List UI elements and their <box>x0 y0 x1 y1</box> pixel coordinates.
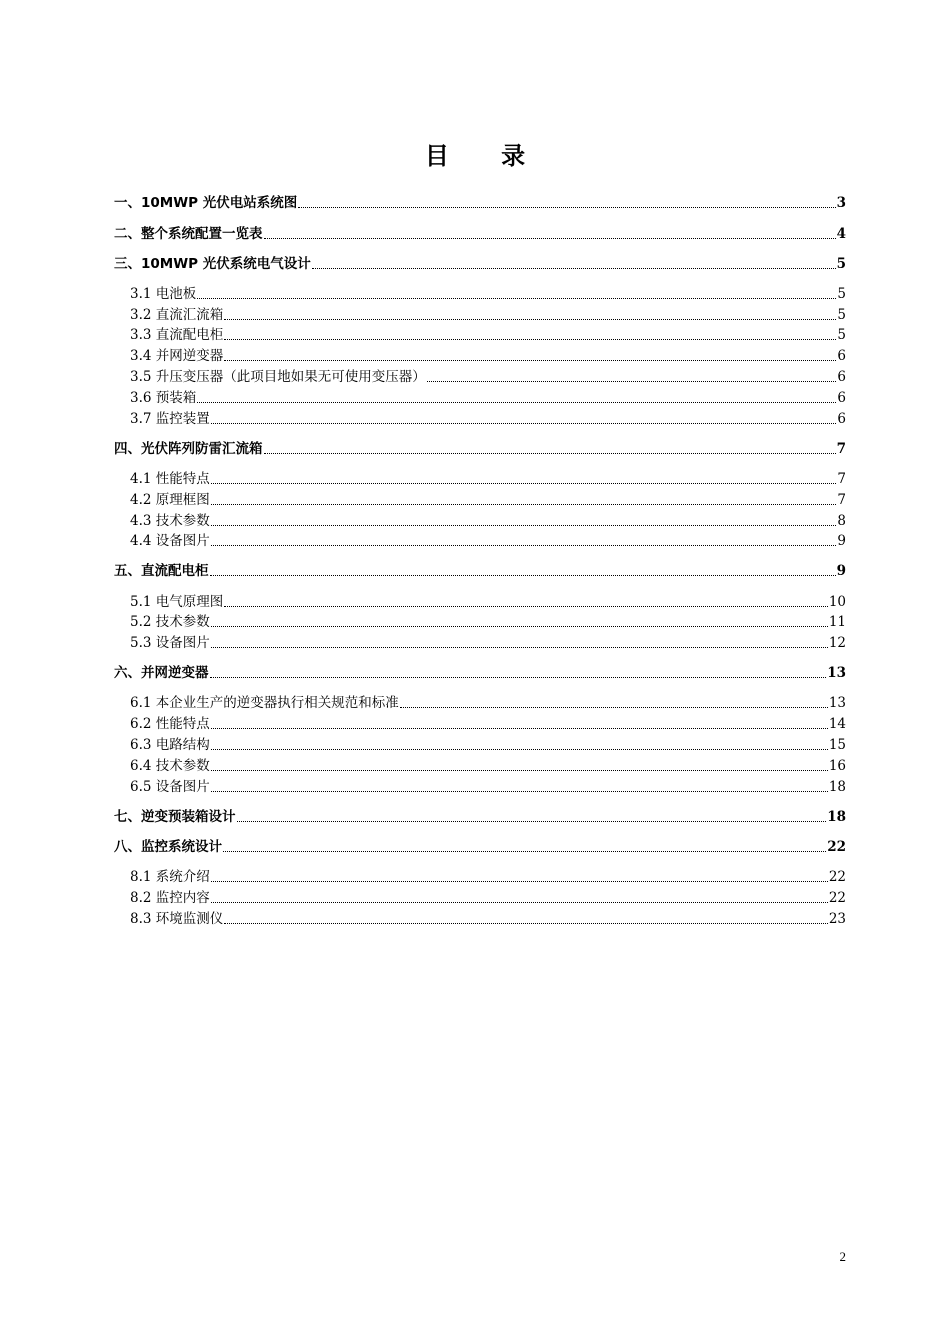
toc-entry-page: 18 <box>828 779 846 795</box>
dot-leader <box>224 318 836 320</box>
toc-section-entry[interactable] <box>130 347 846 365</box>
toc-section-entry[interactable] <box>130 634 846 652</box>
toc-entry-label: 3.1 电池板 <box>130 286 197 302</box>
dot-leader <box>427 380 837 382</box>
dot-leader <box>211 503 837 505</box>
toc-section-entry[interactable] <box>130 889 846 907</box>
dot-leader <box>210 574 836 576</box>
toc-entry-label: 3.5 升压变压器（此项目地如果无可使用变压器） <box>130 369 426 385</box>
toc-entry-label: 8.1 系统介绍 <box>130 869 210 885</box>
toc-section-entry[interactable] <box>130 715 846 733</box>
toc-chapter-entry[interactable] <box>114 808 846 826</box>
dot-leader <box>211 790 828 792</box>
toc-entry-page: 8 <box>837 513 846 529</box>
toc-entry-page: 14 <box>828 716 846 732</box>
toc-entry-page: 7 <box>836 441 846 457</box>
dot-leader <box>237 820 827 822</box>
toc-entry-page: 18 <box>827 809 846 825</box>
toc-entry-label: 8.2 监控内容 <box>130 890 210 906</box>
toc-entry-page: 22 <box>827 839 846 855</box>
toc-entry-page: 6 <box>837 348 846 364</box>
toc-entry-label: 6.4 技术参数 <box>130 758 210 774</box>
dot-leader <box>224 922 828 924</box>
dot-leader <box>211 524 837 526</box>
toc-entry-label: 4.1 性能特点 <box>130 471 210 487</box>
toc-section-entry[interactable] <box>130 512 846 530</box>
dot-leader <box>211 880 828 882</box>
toc-entry-label: 4.3 技术参数 <box>130 513 210 529</box>
dot-leader <box>224 359 836 361</box>
dot-leader <box>298 206 835 208</box>
toc-entry-label: 5.3 设备图片 <box>130 635 210 651</box>
toc-entry-label: 3.4 并网逆变器 <box>130 348 224 364</box>
toc-chapter-entry[interactable] <box>114 194 846 212</box>
toc-entry-label: 5.2 技术参数 <box>130 614 210 630</box>
toc-entry-label: 6.3 电路结构 <box>130 737 210 753</box>
toc-entry-page: 13 <box>827 665 846 681</box>
toc-entry-label: 3.3 直流配电柜 <box>130 327 224 343</box>
toc-entry-page: 5 <box>837 286 846 302</box>
dot-leader <box>211 901 828 903</box>
toc-entry-page: 6 <box>837 369 846 385</box>
toc-entry-page: 10 <box>828 594 846 610</box>
toc-section-entry[interactable] <box>130 491 846 509</box>
toc-entry-page: 5 <box>836 256 846 272</box>
toc-section-entry[interactable] <box>130 470 846 488</box>
toc-entry-page: 16 <box>828 758 846 774</box>
toc-entry-page: 5 <box>837 327 846 343</box>
toc-chapter-entry[interactable] <box>114 664 846 682</box>
dot-leader <box>211 544 837 546</box>
toc-title: 目 录 <box>424 142 548 170</box>
toc-section-entry[interactable] <box>130 694 846 712</box>
toc-entry-label: 七、逆变预装箱设计 <box>114 809 236 825</box>
dot-leader <box>211 625 828 627</box>
toc-section-entry[interactable] <box>130 532 846 550</box>
toc-entry-page: 12 <box>828 635 846 651</box>
toc-entry-page: 9 <box>837 533 846 549</box>
toc-entry-page: 23 <box>828 911 846 927</box>
page-number: 2 <box>839 1249 846 1264</box>
dot-leader <box>211 748 828 750</box>
dot-leader <box>211 482 837 484</box>
dot-leader <box>264 452 836 454</box>
toc-entry-page: 22 <box>828 869 846 885</box>
toc-chapter-entry[interactable] <box>114 562 846 580</box>
toc-entry-label: 6.5 设备图片 <box>130 779 210 795</box>
dot-leader <box>264 237 836 239</box>
toc-entry-page: 13 <box>828 695 846 711</box>
toc-section-entry[interactable] <box>130 285 846 303</box>
toc-entry-page: 11 <box>828 614 846 630</box>
toc-section-entry[interactable] <box>130 593 846 611</box>
toc-entry-label: 4.2 原理框图 <box>130 492 210 508</box>
toc-chapter-entry[interactable] <box>114 838 846 856</box>
toc-section-entry[interactable] <box>130 868 846 886</box>
toc-entry-label: 五、直流配电柜 <box>114 563 209 579</box>
dot-leader <box>197 401 836 403</box>
dot-leader <box>223 850 826 852</box>
toc-entry-label: 一、10MWP 光伏电站系统图 <box>114 195 298 211</box>
toc-section-entry[interactable] <box>130 757 846 775</box>
dot-leader <box>400 706 828 708</box>
toc-entry-page: 7 <box>837 471 846 487</box>
toc-section-entry[interactable] <box>130 306 846 324</box>
toc-entry-page: 6 <box>837 411 846 427</box>
toc-section-entry[interactable] <box>130 778 846 796</box>
toc-entry-label: 四、光伏阵列防雷汇流箱 <box>114 441 263 457</box>
toc-entry-page: 22 <box>828 890 846 906</box>
toc-entry-page: 6 <box>837 390 846 406</box>
toc-entry-label: 6.2 性能特点 <box>130 716 210 732</box>
dot-leader <box>211 727 828 729</box>
toc-entry-page: 9 <box>836 563 846 579</box>
toc-chapter-entry[interactable] <box>114 440 846 458</box>
dot-leader <box>312 267 836 269</box>
toc-entry-page: 15 <box>828 737 846 753</box>
toc-entry-page: 7 <box>837 492 846 508</box>
dot-leader <box>211 769 828 771</box>
toc-section-entry[interactable] <box>130 389 846 407</box>
toc-entry-label: 3.6 预装箱 <box>130 390 197 406</box>
dot-leader <box>211 646 828 648</box>
toc-entry-label: 5.1 电气原理图 <box>130 594 224 610</box>
dot-leader <box>224 338 836 340</box>
dot-leader <box>211 422 837 424</box>
dot-leader <box>224 605 828 607</box>
toc-chapter-entry[interactable] <box>114 225 846 243</box>
toc-section-entry[interactable] <box>130 326 846 344</box>
toc-entry-label: 六、并网逆变器 <box>114 665 209 681</box>
toc-entry-label: 3.2 直流汇流箱 <box>130 307 224 323</box>
toc-chapter-entry[interactable] <box>114 255 846 273</box>
toc-entry-page: 4 <box>836 226 846 242</box>
toc-section-entry[interactable] <box>130 613 846 631</box>
dot-leader <box>210 676 827 678</box>
toc-entry-page: 5 <box>837 307 846 323</box>
toc-section-entry[interactable] <box>130 410 846 428</box>
dot-leader <box>197 297 836 299</box>
toc-section-entry[interactable] <box>130 910 846 928</box>
toc-entry-page: 3 <box>836 195 846 211</box>
toc-entry-label: 二、整个系统配置一览表 <box>114 226 263 242</box>
toc-entry-label: 8.3 环境监测仪 <box>130 911 224 927</box>
toc-entry-label: 6.1 本企业生产的逆变器执行相关规范和标准 <box>130 695 399 711</box>
toc-entry-label: 4.4 设备图片 <box>130 533 210 549</box>
toc-section-entry[interactable] <box>130 736 846 754</box>
toc-section-entry[interactable] <box>130 368 846 386</box>
toc-entry-label: 八、监控系统设计 <box>114 839 222 855</box>
toc-entry-label: 三、10MWP 光伏系统电气设计 <box>114 256 311 272</box>
toc-entry-label: 3.7 监控装置 <box>130 411 210 427</box>
